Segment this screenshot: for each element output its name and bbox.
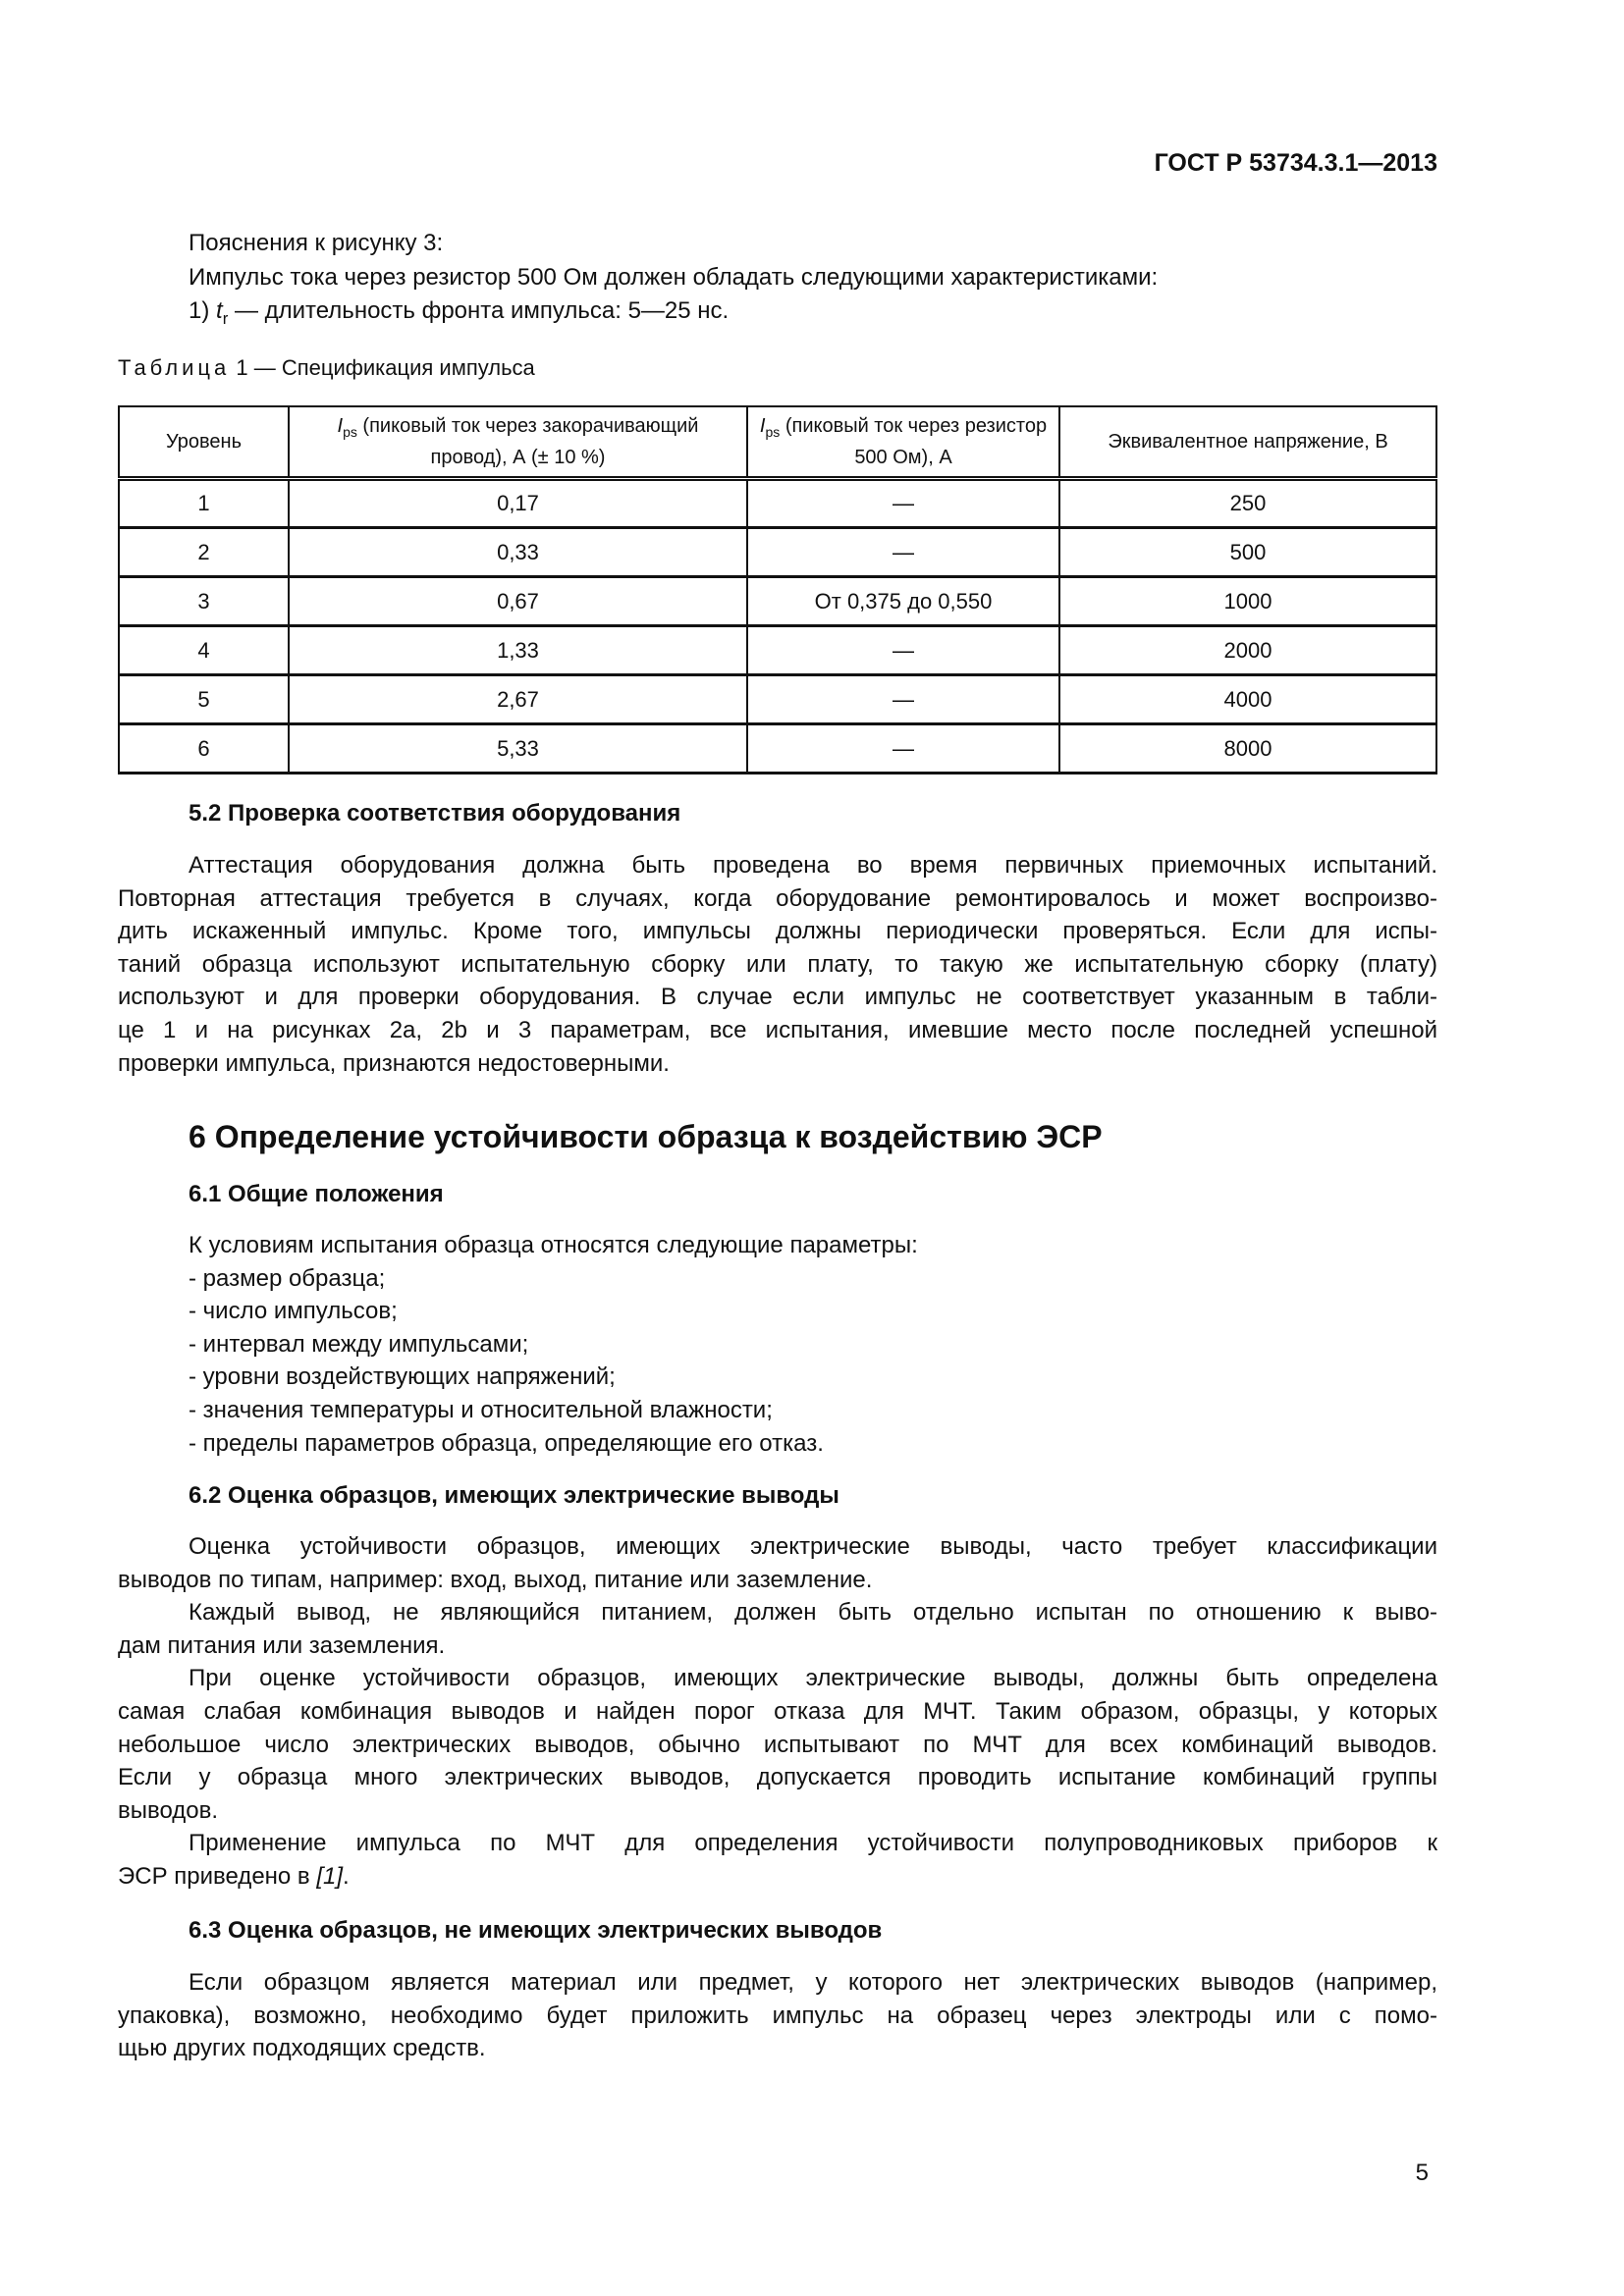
section-6-heading: 6 Определение устойчивости образца к воздействию ЭСР	[189, 1119, 1103, 1154]
text-line-content: дам питания или заземления.	[118, 1631, 446, 1659]
text-line-content: - число импульсов;	[189, 1298, 398, 1325]
text-line-content: Повторная аттестация требуется в случаях, когда оборудование ремонтировалось и может воспроизво-	[118, 884, 1437, 912]
text-line	[118, 1047, 1437, 1081]
section-5-2-text	[118, 849, 1437, 1080]
text-line-content: - интервал между импульсами;	[189, 1330, 529, 1358]
text-line	[118, 1262, 1437, 1296]
cell-resistor-current: От 0,375 до 0,550	[747, 577, 1059, 626]
text-line	[118, 882, 1437, 916]
text-line-content: - размер образца;	[189, 1264, 386, 1292]
text-line	[118, 849, 1437, 882]
text-line	[118, 1596, 1437, 1629]
cell-level: 3	[119, 577, 289, 626]
table-caption-word: Таблица	[118, 355, 231, 380]
notes-item-text: — длительность фронта импульса: 5—25 нс.	[228, 297, 730, 324]
text-line-content: Применение импульса по МЧТ для определения устойчивости полупроводниковых приборов к	[189, 1830, 1437, 1857]
text-line-content: выводов по типам, например: вход, выход, питание или заземление.	[118, 1566, 873, 1593]
text-line	[118, 1629, 1437, 1663]
rise-time-subscript: r	[222, 308, 229, 328]
section-6-2-text	[118, 1530, 1437, 1894]
cell-level: 4	[119, 626, 289, 675]
figure-notes	[118, 227, 1437, 329]
current-subscript: ps	[765, 424, 781, 440]
text-line-content: используют и для проверки оборудования. В случае если импульс не соответствует указанным в табли-	[118, 984, 1437, 1011]
text-line-content: Если у образца много электрических выводов, допускается проводить испытание комбинаций группы	[118, 1764, 1437, 1791]
reference-link[interactable]: [1]	[316, 1862, 344, 1890]
text-line	[118, 1662, 1437, 1695]
rise-time-symbol: t	[216, 297, 223, 324]
text-line-content: упаковка), возможно, необходимо будет приложить импульс на образец через электроды или с помо-	[118, 2002, 1437, 2029]
header-level: Уровень	[119, 406, 289, 479]
text-line	[118, 1394, 1437, 1427]
cell-voltage: 4000	[1059, 675, 1436, 724]
text-line-content: дить искаженный импульс. Кроме того, импульсы должны периодически проверяться. Если для испы-	[118, 918, 1437, 945]
text-line-content: небольшое число электрических выводов, обычно испытывают по МЧТ для всех комбинаций выводов.	[118, 1731, 1437, 1758]
page-number: 5	[1415, 2160, 1429, 2186]
cell-short-circuit-current: 2,67	[289, 675, 747, 724]
pulse-spec-table	[118, 405, 1437, 774]
table-row	[119, 626, 1436, 675]
cell-level: 1	[119, 479, 289, 528]
text-line-content: Аттестация оборудования должна быть проведена во время первичных приемочных испытаний.	[189, 852, 1437, 879]
cell-short-circuit-current: 1,33	[289, 626, 747, 675]
text-line-content: ЭСР приведено в	[118, 1862, 317, 1890]
header-voltage: Эквивалентное напряжение, В	[1059, 406, 1436, 479]
section-6-3-text	[118, 1966, 1437, 2065]
section-6-1-list	[118, 1229, 1437, 1460]
current-subscript: ps	[343, 424, 357, 440]
text-line	[118, 915, 1437, 948]
notes-item-prefix: 1)	[189, 297, 217, 324]
text-line	[118, 1761, 1437, 1794]
section-6-2-heading: 6.2 Оценка образцов, имеющих электрические выводы	[189, 1482, 839, 1509]
text-line	[118, 1729, 1437, 1762]
text-line	[118, 1794, 1437, 1828]
cell-level: 2	[119, 528, 289, 577]
text-line-content: Если образцом является материал или предмет, у которого нет электрических выводов (например,	[189, 1969, 1437, 1996]
text-line-content: це 1 и на рисунках 2a, 2b и 3 параметрам, все испытания, имевшие место после последней успешной	[118, 1016, 1437, 1043]
header-text: (пиковый ток через резистор 500 Ом), А	[780, 415, 1048, 468]
current-symbol: I	[337, 415, 344, 437]
cell-level: 6	[119, 724, 289, 774]
text-line-content: самая слабая комбинация выводов и найден порог отказа для МЧТ. Таким образом, образцы, у которых	[118, 1697, 1437, 1725]
header-short-circuit-current	[289, 406, 747, 479]
header-resistor-current	[747, 406, 1059, 479]
table-caption-text: 1 — Спецификация импульса	[230, 355, 535, 380]
cell-resistor-current: —	[747, 626, 1059, 675]
text-line-content: Каждый вывод, не являющийся питанием, должен быть отдельно испытан по отношению к выво-	[189, 1599, 1437, 1627]
text-line	[118, 1229, 1437, 1262]
document-code: ГОСТ Р 53734.3.1—2013	[1154, 149, 1437, 177]
text-line	[118, 1427, 1437, 1461]
text-line	[118, 1295, 1437, 1328]
text-line	[118, 1564, 1437, 1597]
current-symbol: I	[759, 415, 766, 437]
cell-resistor-current: —	[747, 724, 1059, 774]
text-line-content: Оценка устойчивости образцов, имеющих электрические выводы, часто требует классификации	[189, 1533, 1437, 1560]
cell-voltage: 250	[1059, 479, 1436, 528]
cell-level: 5	[119, 675, 289, 724]
text-line	[118, 2000, 1437, 2033]
text-line	[118, 2032, 1437, 2065]
text-line	[118, 1966, 1437, 2000]
text-line-content: При оценке устойчивости образцов, имеющих электрические выводы, должны быть определена	[189, 1665, 1437, 1692]
text-line	[118, 1361, 1437, 1394]
section-6-1-heading: 6.1 Общие положения	[189, 1181, 444, 1207]
notes-item	[118, 294, 1437, 329]
cell-resistor-current: —	[747, 675, 1059, 724]
notes-title: Пояснения к рисунку 3:	[189, 230, 444, 256]
text-line	[118, 1328, 1437, 1362]
table-row	[119, 675, 1436, 724]
cell-resistor-current: —	[747, 528, 1059, 577]
section-6-3-heading: 6.3 Оценка образцов, не имеющих электрических выводов	[189, 1917, 883, 1944]
cell-voltage: 2000	[1059, 626, 1436, 675]
table-row	[119, 528, 1436, 577]
table-row	[119, 577, 1436, 626]
text-line	[118, 1827, 1437, 1860]
header-text: (пиковый ток через закорачивающий провод), А (± 10 %)	[356, 415, 699, 468]
table-row	[119, 724, 1436, 774]
cell-short-circuit-current: 0,67	[289, 577, 747, 626]
cell-short-circuit-current: 0,33	[289, 528, 747, 577]
cell-resistor-current: —	[747, 479, 1059, 528]
text-line-content: таний образца используют испытательную сборку или плату, то такую же испытательную сборку (плату)	[118, 950, 1437, 978]
text-line-content: - значения температуры и относительной влажности;	[189, 1396, 773, 1423]
cell-voltage: 8000	[1059, 724, 1436, 774]
cell-voltage: 500	[1059, 528, 1436, 577]
text-line	[118, 1530, 1437, 1564]
cell-short-circuit-current: 5,33	[289, 724, 747, 774]
text-line-end: .	[343, 1862, 350, 1890]
text-line-content: - пределы параметров образца, определяющие его отказ.	[189, 1429, 824, 1457]
text-line	[118, 1014, 1437, 1047]
notes-text: Импульс тока через резистор 500 Ом должен обладать следующими характеристиками:	[189, 263, 1159, 291]
text-line	[118, 1860, 1437, 1894]
text-line-content: К условиям испытания образца относятся следующие параметры:	[189, 1232, 918, 1258]
text-line-content: выводов.	[118, 1796, 219, 1824]
table-caption	[118, 355, 535, 381]
text-line	[118, 948, 1437, 982]
text-line-content: щью других подходящих средств.	[118, 2035, 486, 2062]
text-line-content: проверки импульса, признаются недостоверными.	[118, 1049, 670, 1077]
table-row	[119, 479, 1436, 528]
table-header-row	[119, 406, 1436, 479]
cell-short-circuit-current: 0,17	[289, 479, 747, 528]
section-5-2-heading: 5.2 Проверка соответствия оборудования	[189, 800, 681, 827]
text-line	[118, 981, 1437, 1014]
text-line-content: - уровни воздействующих напряжений;	[189, 1363, 616, 1391]
cell-voltage: 1000	[1059, 577, 1436, 626]
text-line	[118, 1695, 1437, 1729]
